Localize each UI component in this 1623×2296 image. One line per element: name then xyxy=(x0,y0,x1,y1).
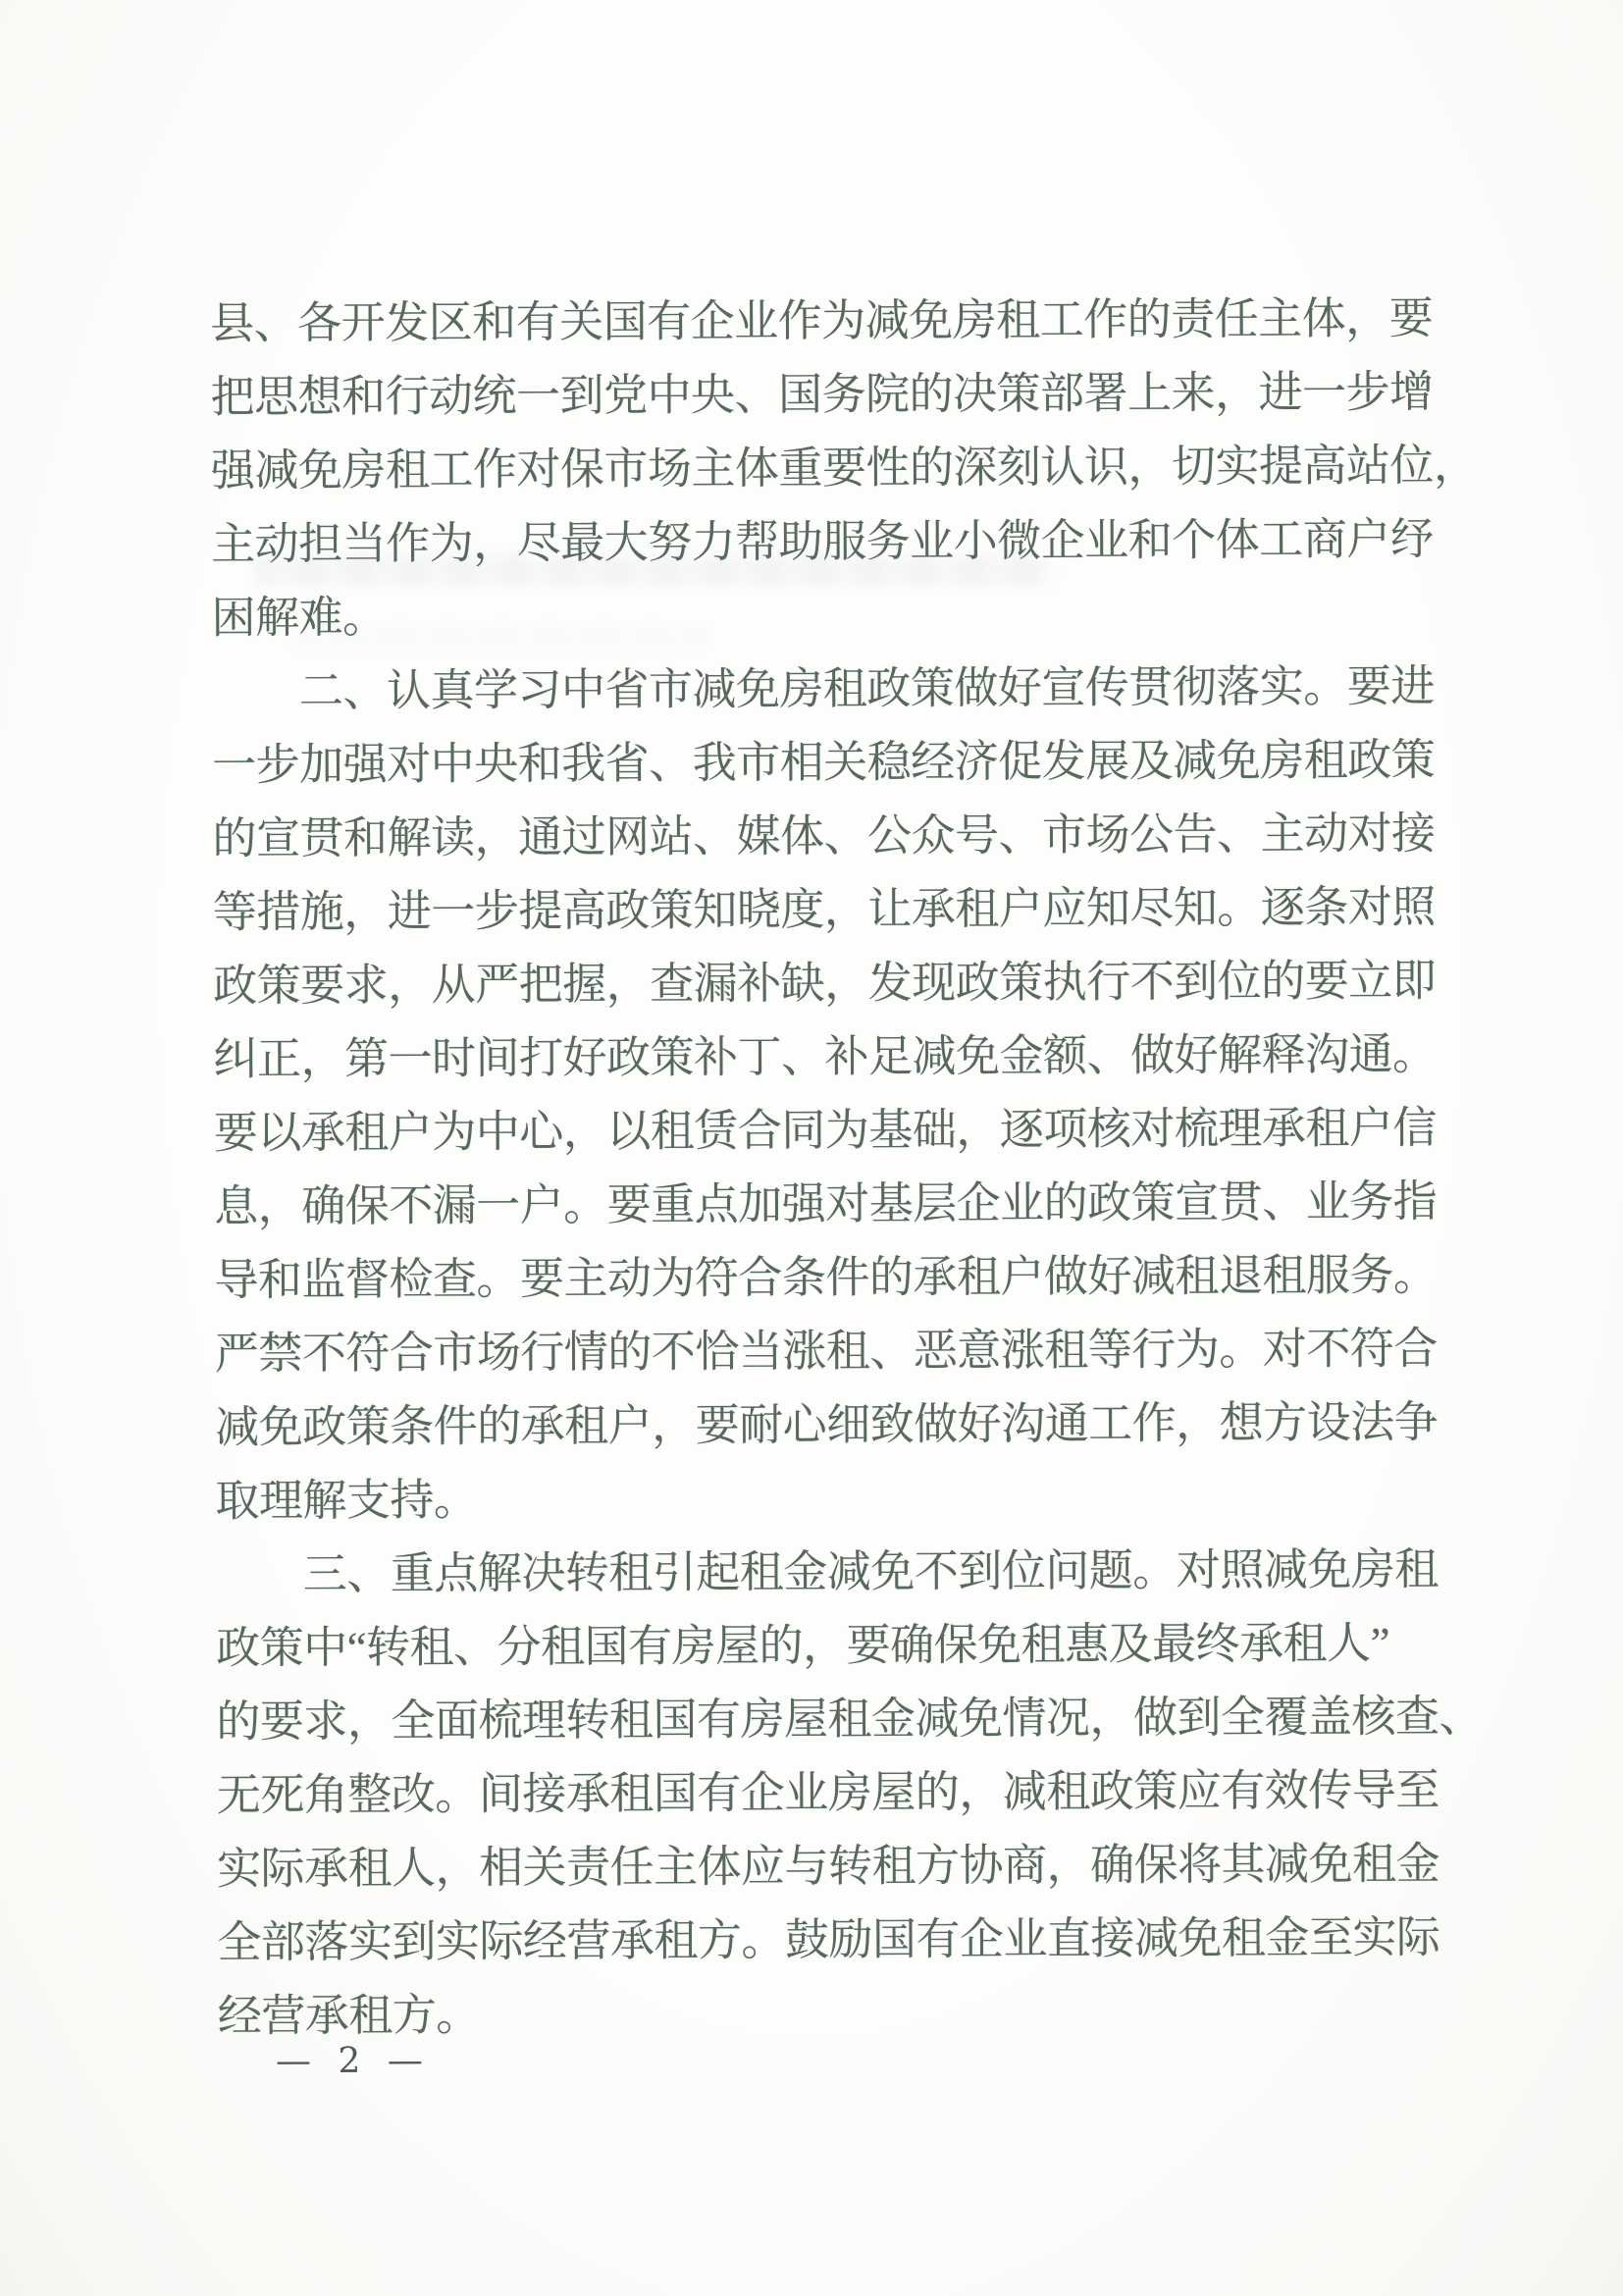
body-text-line: 纠正，第一时间打好政策补丁、补足减免金额、做好解释沟通。 xyxy=(213,1029,1437,1084)
body-text-line: 减免政策条件的承租户，要耐心细致做好沟通工作，想方设法争 xyxy=(215,1397,1439,1452)
body-text-line: 息，确保不漏一户。要重点加强对基层企业的政策宣贯、业务指 xyxy=(214,1176,1438,1231)
body-text xyxy=(210,282,1493,2054)
body-text-line: 导和监督检查。要主动为符合条件的承租户做好减租退租服务。 xyxy=(214,1250,1438,1305)
body-text-line: 要以承租户为中心，以租赁合同为基础，逐项核对梳理承租户信 xyxy=(213,1103,1437,1158)
body-text-line: 困解难。 xyxy=(211,593,387,643)
body-text-line: 把思想和行动统一到党中央、国务院的决策部署上来，进一步增 xyxy=(210,367,1434,422)
body-text-line: 的要求，全面梳理转租国有房屋租金减免情况，做到全覆盖核查、 xyxy=(216,1692,1484,1747)
body-text-line: 县、各开发区和有关国有企业作为减免房租工作的责任主体，要 xyxy=(210,293,1434,348)
body-text-line: 经营承租方。 xyxy=(217,1990,480,2041)
body-text-line: 无死角整改。间接承租国有企业房屋的，减租政策应有效传导至 xyxy=(216,1765,1440,1820)
body-text-line: 政策中“转租、分租国有房屋的，要确保免租惠及最终承租人” xyxy=(216,1618,1390,1673)
body-text-line: 一步加强对中央和我省、我市相关稳经济促发展及减免房租政策 xyxy=(212,735,1436,790)
body-text-line: 严禁不符合市场行情的不恰当涨租、恶意涨租等行为。对不符合 xyxy=(214,1324,1438,1379)
body-text-line: 的宣贯和解读，通过网站、媒体、公众号、市场公告、主动对接 xyxy=(212,809,1436,863)
body-text-line: 主动担当作为，尽最大努力帮助服务业小微企业和个体工商户纾 xyxy=(211,514,1435,569)
body-text-line: 实际承租人，相关责任主体应与转租方协商，确保将其减免租金 xyxy=(217,1839,1440,1894)
body-text-line: 三、重点解决转租引起租金减免不到位问题。对照减免房租 xyxy=(302,1544,1439,1599)
body-text-line: 全部落实到实际经营承租方。鼓励国有企业直接减免租金至实际 xyxy=(217,1912,1440,1967)
body-text-line: 取理解支持。 xyxy=(215,1475,478,1526)
page-number: — 2 — xyxy=(275,2040,431,2082)
body-text-line: 政策要求，从严把握，查漏补缺，发现政策执行不到位的要立即 xyxy=(213,956,1437,1011)
body-text-line: 二、认真学习中省市减免房租政策做好宣传贯彻落实。要进 xyxy=(298,661,1435,716)
body-text-line: 等措施，进一步提高政策知晓度，让承租户应知尽知。逐条对照 xyxy=(212,882,1436,937)
body-text-line: 强减免房租工作对保市场主体重要性的深刻认识，切实提高站位， xyxy=(210,441,1478,496)
